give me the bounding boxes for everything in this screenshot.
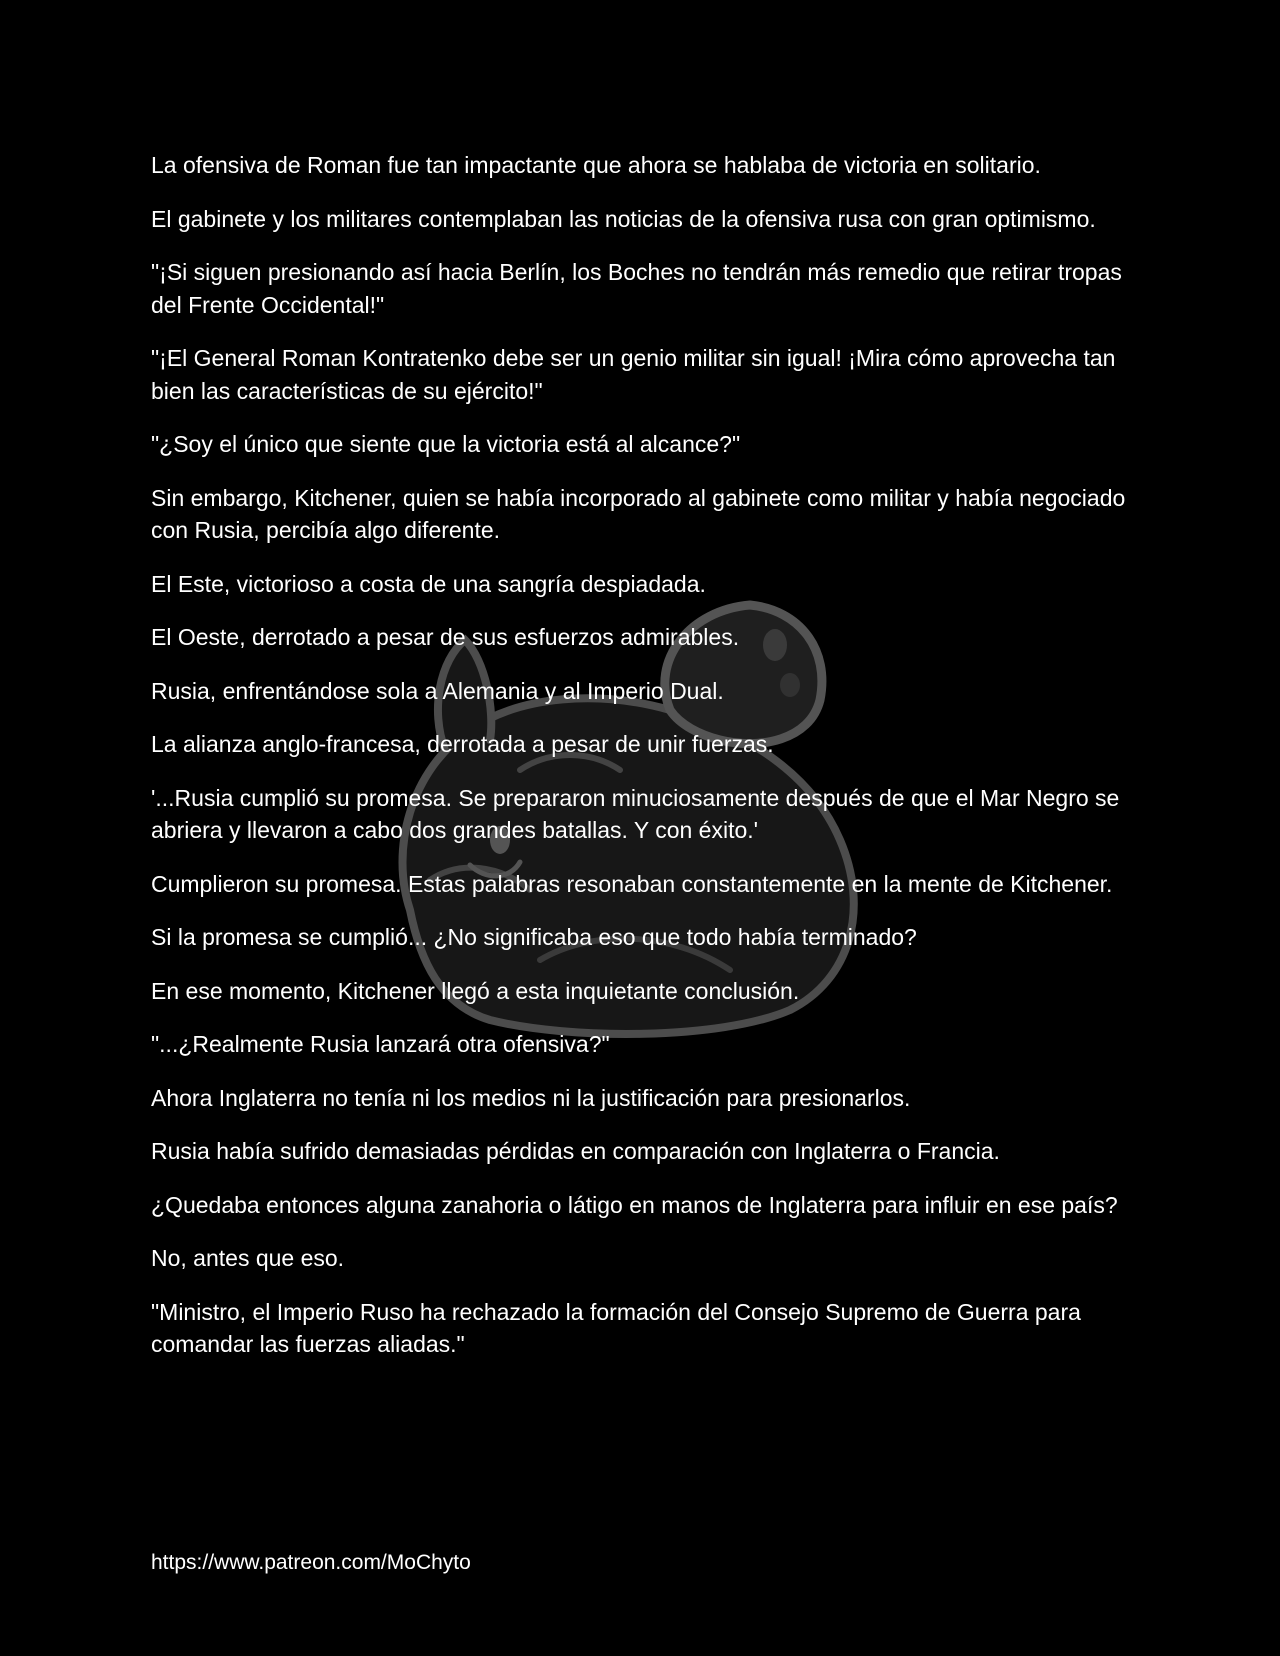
paragraph: Si la promesa se cumplió... ¿No significaba eso que todo había terminado? (151, 924, 917, 950)
paragraph: "¿Soy el único que siente que la victoria está al alcance?" (151, 431, 741, 457)
paragraph: Sin embargo, Kitchener, quien se había incorporado al gabinete como militar y había negociado con Rusia, percibía algo diferente. (151, 484, 1126, 543)
paragraph: "Ministro, el Imperio Ruso ha rechazado la formación del Consejo Supremo de Guerra para comandar las fuerzas aliadas." (151, 1298, 1081, 1357)
paragraph: Ahora Inglaterra no tenía ni los medios ni la justificación para presionarlos. (151, 1084, 911, 1111)
paragraph: La ofensiva de Roman fue tan impactante que ahora se hablaba de victoria en solitario. (151, 152, 1041, 178)
patreon-link[interactable]: https://www.patreon.com/MoChyto (151, 1551, 471, 1574)
paragraph: ¿Quedaba entonces alguna zanahoria o látigo en manos de Inglaterra para influir en ese país? (151, 1191, 1118, 1218)
paragraph: Rusia había sufrido demasiadas pérdidas en comparación con Inglaterra o Francia. (151, 1138, 1000, 1164)
paragraph: Cumplieron su promesa. Estas palabras resonaban constantemente en la mente de Kitchener. (151, 870, 1113, 897)
paragraph: El Oeste, derrotado a pesar de sus esfuerzos admirables. (151, 624, 740, 650)
paragraph: La alianza anglo-francesa, derrotada a pesar de unir fuerzas. (151, 731, 774, 757)
chapter-text (151, 149, 1141, 1382)
paragraph: Rusia, enfrentándose sola a Alemania y al Imperio Dual. (151, 677, 724, 704)
paragraph: El Este, victorioso a costa de una sangría despiadada. (151, 570, 706, 597)
paragraph: En ese momento, Kitchener llegó a esta inquietante conclusión. (151, 977, 800, 1004)
paragraph: No, antes que eso. (151, 1245, 345, 1271)
paragraph: "¡Si siguen presionando así hacia Berlín, los Boches no tendrán más remedio que retirar tropas del Frente Occidental!" (151, 259, 1122, 318)
paragraph: "...¿Realmente Rusia lanzará otra ofensiva?" (151, 1031, 610, 1057)
paragraph: El gabinete y los militares contemplaban las noticias de la ofensiva rusa con gran optimismo. (151, 205, 1096, 232)
paragraph: '...Rusia cumplió su promesa. Se prepararon minuciosamente después de que el Mar Negro se abriera y llevaron a cabo dos grandes batallas. Y con éxito.' (151, 784, 1120, 843)
paragraph: "¡El General Roman Kontratenko debe ser un genio militar sin igual! ¡Mira cómo aprovecha tan bien las características de su ejército!" (151, 345, 1116, 404)
